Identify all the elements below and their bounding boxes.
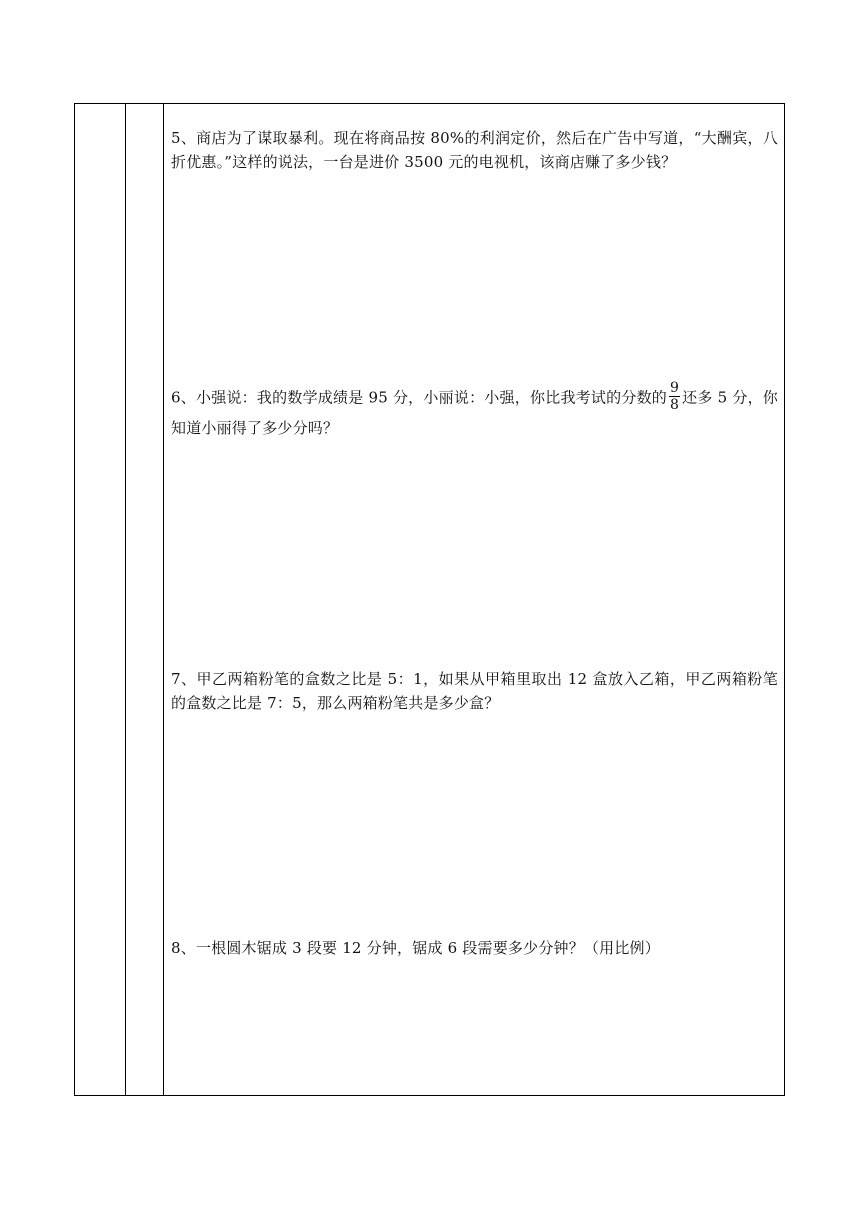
column-divider-1 [125,104,126,1095]
column-divider-2 [163,104,164,1095]
question-6 [171,382,778,442]
question-8-text: 8、一根圆木锯成 3 段要 12 分钟，锯成 6 段需要多少分钟？（用比例） [171,939,660,957]
question-column [171,104,778,1095]
fraction-numerator: 9 [670,380,680,396]
worksheet-table [74,103,785,1096]
fraction-denominator: 8 [670,397,680,413]
question-6-text-before: 6、小强说：我的数学成绩是 95 分，小丽说：小强，你比我考试的分数的 [171,388,668,407]
question-7 [171,667,778,715]
question-7-text: 7、甲乙两箱粉笔的盒数之比是 5：1，如果从甲箱里取出 12 盒放入乙箱，甲乙两箱粉笔的盒数之比是 7：5，那么两箱粉笔共是多少盒？ [171,670,778,712]
question-6-text-after: 还多 5 分，你知道小丽得了多少分吗？ [171,388,779,437]
fraction-nine-eighths [669,380,680,413]
question-5-text: 5、商店为了谋取暴利。现在将商品按 80%的利润定价，然后在广告中写道，“大酬宾，八折优惠。”这样的说法，一台是进价 3500 元的电视机，该商店赚了多少钱？ [171,129,778,171]
question-8 [171,936,778,960]
question-5 [171,126,778,174]
